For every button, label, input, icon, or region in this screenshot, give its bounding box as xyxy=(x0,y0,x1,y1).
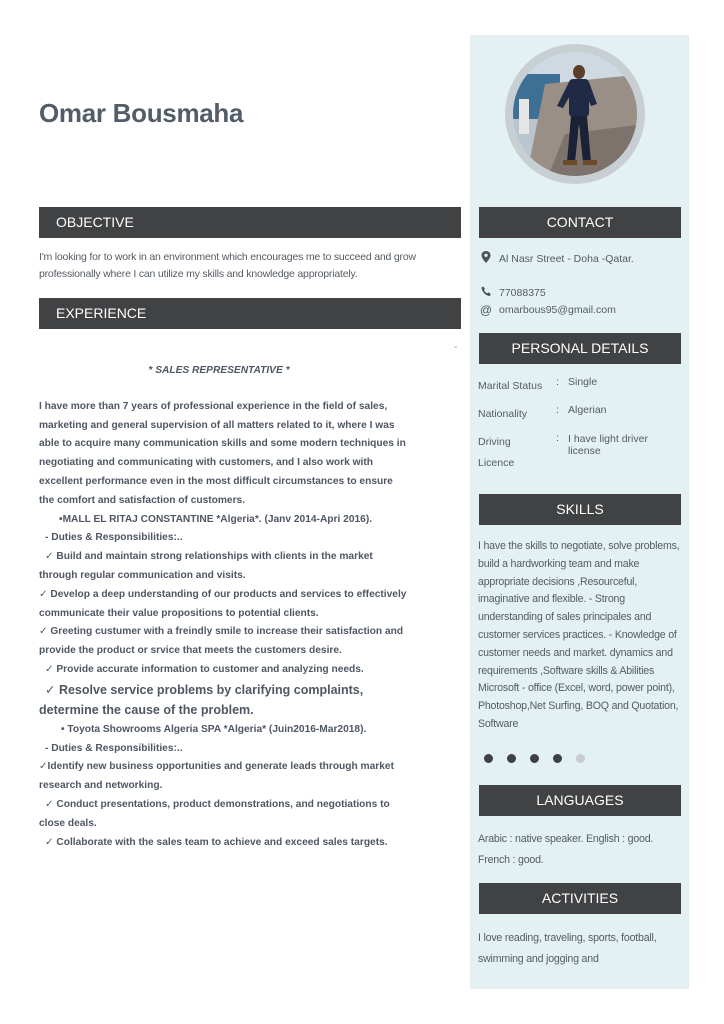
languages-text: Arabic : native speaker. English : good. French : good. xyxy=(478,833,654,866)
job2-title: • Toyota Showrooms Algeria SPA *Algeria* (Juin2016-Mar2018). xyxy=(61,723,367,735)
contact-heading: CONTACT xyxy=(479,207,681,238)
colon: : xyxy=(556,432,559,444)
address-text: Al Nasr Street - Doha -Qatar. xyxy=(499,252,634,265)
experience-heading: EXPERIENCE xyxy=(39,298,461,329)
experience-summary: I have more than 7 years of professional experience in the field of sales, marketing and general supervision of all matters related to it, where I was able to acquire many communication skills and some modern techniques in negotiating and communicating with customers, and I also work with excellent performance even in the most difficult circumstances to ensure the comfort and satisfaction of customers. xyxy=(39,400,406,506)
marital-label: Marital Status xyxy=(478,380,543,392)
candidate-name: Omar Bousmaha xyxy=(39,98,244,128)
rating-dot-filled xyxy=(507,754,516,763)
duty-item: ✓ Resolve service problems by clarifying complaints, determine the cause of the problem. xyxy=(39,682,364,718)
licence-value: I have light driver license xyxy=(568,433,648,457)
personal-details-heading: PERSONAL DETAILS xyxy=(479,333,681,364)
nationality-value: Algerian xyxy=(568,404,607,416)
role-title: * SALES REPRESENTATIVE * xyxy=(148,365,290,376)
duty-item: ✓ Collaborate with the sales team to achieve and exceed sales targets. xyxy=(45,836,388,848)
job2-duties-heading: - Duties & Responsibilities:.. xyxy=(45,742,183,754)
skill-rating xyxy=(484,754,585,763)
rating-dot-filled xyxy=(553,754,562,763)
contact-email[interactable] xyxy=(479,303,616,317)
contact-phone xyxy=(479,286,546,300)
duty-item: ✓ Develop a deep understanding of our products and services to effectively communicate their value propositions to potential clients. xyxy=(39,588,407,619)
licence-label: Driving Licence xyxy=(478,436,515,469)
phone-icon xyxy=(479,286,493,300)
rating-dot-filled xyxy=(484,754,493,763)
objective-text: I'm looking for to work in an environment which encourages me to succeed and grow professionally where I can utilize my skills and knowledge appropriately. xyxy=(39,251,416,280)
job1-duties-heading: - Duties & Responsibilities:.. xyxy=(45,532,183,544)
skills-text: I have the skills to negotiate, solve problems, build a hardworking team and make appropriate decisions ,Resourceful, imaginative and flexible. - Strong understanding of sales principales and customer services practices. - Knowledge of customer needs and market. dynamics and requirements ,Software skills & Abilities Microsoft - office (Excel, word, power point), Photoshop,Net Surfing, BOQ and Quotation, Software xyxy=(478,540,680,730)
activities-heading: ACTIVITIES xyxy=(479,883,681,914)
duty-item: ✓ Greeting custumer with a freindly smile to increase their satisfaction and provide the product or srvice that meets the customers desire. xyxy=(39,626,404,657)
rating-dot-empty xyxy=(576,754,585,763)
duty-item: ✓ Conduct presentations, product demonstrations, and negotiations to close deals. xyxy=(39,798,390,829)
map-pin-icon xyxy=(479,251,493,266)
experience-content xyxy=(39,362,409,852)
email-link[interactable]: omarbous95@gmail.com xyxy=(499,304,616,316)
rating-dot-filled xyxy=(530,754,539,763)
activities-text: I love reading, traveling, sports, football, swimming and jogging and xyxy=(478,932,657,965)
colon: : xyxy=(556,376,559,388)
profile-photo xyxy=(505,44,645,184)
objective-heading: OBJECTIVE xyxy=(39,207,461,238)
separator-dash: - xyxy=(454,342,458,353)
marital-value: Single xyxy=(568,376,598,388)
languages-heading: LANGUAGES xyxy=(479,785,681,816)
nationality-label: Nationality xyxy=(478,408,528,420)
duty-item: ✓ Provide accurate information to customer and analyzing needs. xyxy=(45,663,364,675)
duty-item: ✓Identify new business opportunities and generate leads through market research and networking. xyxy=(39,761,394,792)
phone-text: 77088375 xyxy=(499,287,546,299)
job1-title: •MALL EL RITAJ CONSTANTINE *Algeria*. (Janv 2014-Apri 2016). xyxy=(59,513,373,525)
contact-address xyxy=(479,251,634,266)
colon: : xyxy=(556,404,559,416)
at-sign-icon: @ xyxy=(479,303,493,317)
duty-item: ✓ Build and maintain strong relationships with clients in the market through regular communication and visits. xyxy=(39,551,373,581)
skills-heading: SKILLS xyxy=(479,494,681,525)
